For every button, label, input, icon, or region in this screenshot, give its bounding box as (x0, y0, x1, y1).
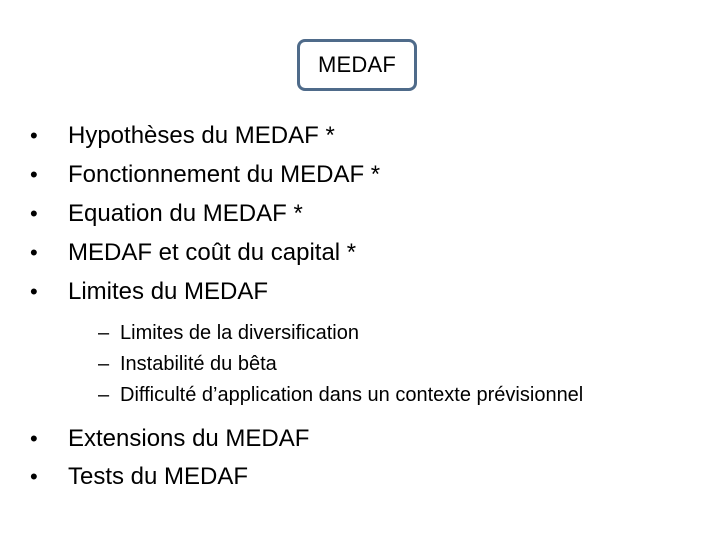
bullet-icon: • (30, 278, 38, 304)
list-item-text: Equation du MEDAF * (68, 199, 303, 227)
sub-bullet-list (98, 318, 583, 411)
list-item (28, 420, 309, 458)
list-item (28, 233, 380, 272)
sub-list-item (98, 318, 583, 349)
slide-title: MEDAF (318, 52, 396, 77)
sub-list-item (98, 380, 583, 411)
sub-list-item (98, 349, 583, 380)
dash-icon: – (98, 353, 110, 375)
list-item (28, 116, 380, 155)
list-item-text: Tests du MEDAF (68, 463, 249, 490)
list-item-text: Fonctionnement du MEDAF * (68, 160, 381, 188)
bullet-icon: • (30, 464, 38, 489)
dash-icon: – (98, 322, 110, 344)
list-item (28, 458, 309, 496)
list-item-text: Extensions du MEDAF (68, 425, 310, 452)
bullet-icon: • (30, 161, 38, 187)
sub-list-item-text: Limites de la diversification (120, 322, 359, 344)
list-item (28, 272, 380, 311)
sub-list-item-text: Difficulté d’application dans un contexte prévisionnel (120, 384, 584, 406)
sub-list-item-text: Instabilité du bêta (120, 353, 277, 375)
main-bullet-list (28, 116, 380, 311)
bullet-icon: • (30, 239, 38, 265)
secondary-bullet-list (28, 420, 309, 496)
list-item-text: MEDAF et coût du capital * (68, 238, 357, 266)
bullet-icon: • (30, 426, 38, 451)
list-item (28, 155, 380, 194)
slide-title-box (297, 39, 417, 91)
list-item-text: Hypothèses du MEDAF * (68, 121, 335, 149)
dash-icon: – (98, 384, 110, 406)
bullet-icon: • (30, 200, 38, 226)
list-item (28, 194, 380, 233)
bullet-icon: • (30, 122, 38, 148)
list-item-text: Limites du MEDAF (68, 277, 269, 305)
